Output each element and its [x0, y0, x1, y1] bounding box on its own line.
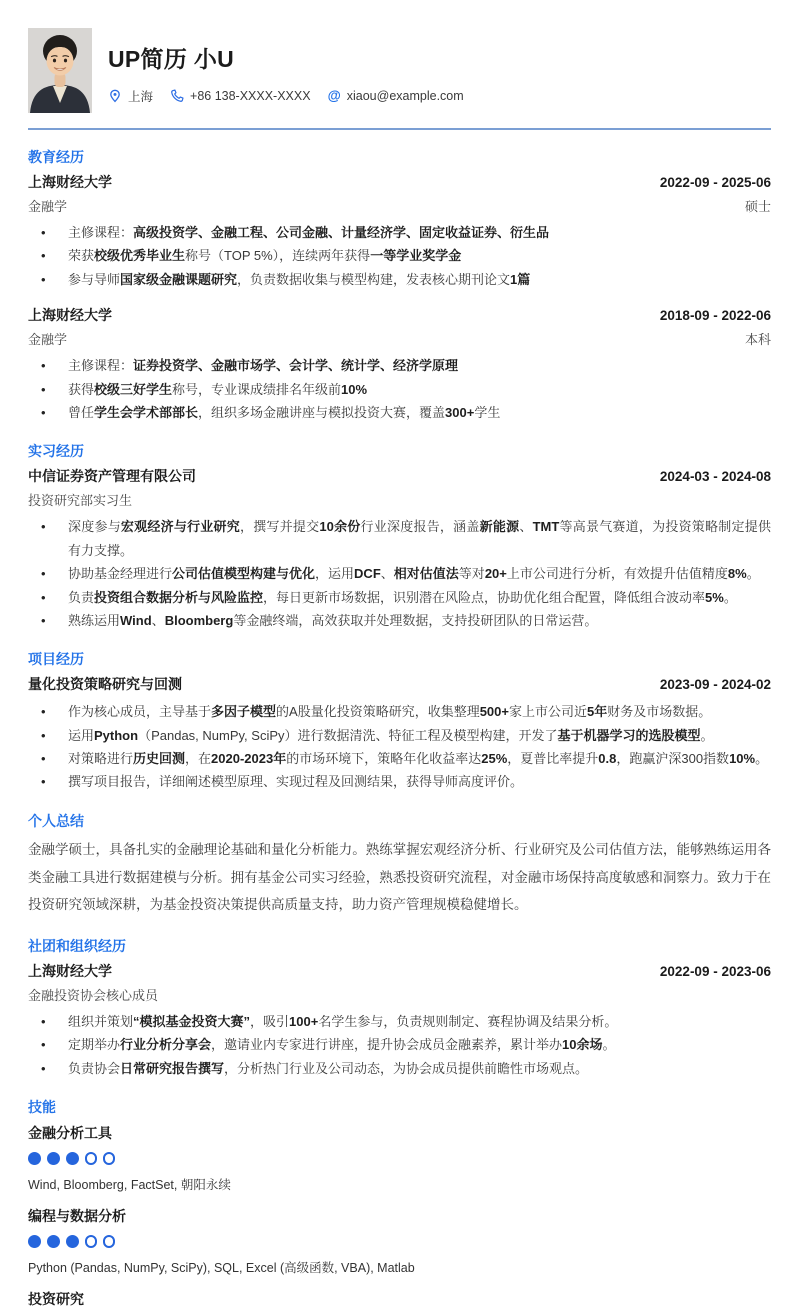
entry-degree: 硕士	[744, 199, 771, 214]
text-run: 国家级金融课题研究	[120, 271, 238, 287]
text-run: 。	[755, 751, 769, 767]
text-run: 1篇	[510, 271, 531, 287]
bullet-item	[28, 770, 771, 793]
skill-dot-filled	[47, 1152, 60, 1165]
header-info	[108, 28, 464, 105]
entry	[28, 172, 771, 291]
bullet-marker: •	[41, 727, 46, 743]
bullet-marker: •	[41, 1013, 46, 1029]
text-run: ，组织多场金融讲座与模拟投资大赛，覆盖	[198, 404, 446, 420]
entry-subtitle-row	[28, 490, 771, 509]
entry-date: 2022-09 - 2025-06	[659, 175, 771, 190]
text-run: Wind	[120, 612, 152, 628]
bullet-item	[28, 724, 771, 747]
text-run: 。	[602, 1037, 616, 1053]
entry-header	[28, 172, 771, 192]
profile-photo-illustration	[28, 28, 92, 113]
text-run: 行业分析分享会	[120, 1037, 212, 1053]
contact-location	[108, 87, 153, 105]
skill-name: 投资研究	[28, 1291, 84, 1308]
header-divider	[28, 128, 771, 130]
contact-email-text: xiaou@example.com	[346, 89, 464, 103]
text-run: Python	[94, 727, 139, 743]
entry-subtitle-row	[28, 196, 771, 215]
entry-subtitle-row	[28, 985, 771, 1004]
bullet-marker: •	[41, 774, 46, 790]
text-run: Bloomberg	[164, 612, 234, 628]
bullet-item	[28, 268, 771, 291]
text-run: 财务及市场数据。	[607, 704, 712, 720]
bullet-list	[28, 354, 771, 424]
entry-header	[28, 674, 771, 694]
skill-dot-empty	[85, 1152, 97, 1165]
contact-row	[108, 87, 464, 105]
bullet-text	[68, 244, 771, 267]
text-run: “模拟基金投资大赛”	[133, 1013, 251, 1029]
bullet-list	[28, 515, 771, 632]
text-run: 称号（TOP 5%），连续两年获得	[185, 248, 371, 264]
bullet-item	[28, 378, 771, 401]
entry-title: 上海财经大学	[28, 174, 112, 190]
text-run: 学生会学术部部长	[94, 404, 199, 420]
entry	[28, 961, 771, 1080]
skill-item	[28, 1206, 771, 1276]
text-run: ，每日更新市场数据，识别潜在风险点，协助优化组合配置，降低组合波动率	[263, 589, 706, 605]
skill-dot-filled	[28, 1152, 41, 1165]
bullet-text	[68, 747, 771, 770]
bullet-item	[28, 586, 771, 609]
text-run: ，夏普比率提升	[507, 751, 599, 767]
section-title: 个人总结	[28, 812, 84, 829]
section-title: 技能	[28, 1099, 56, 1116]
bullet-marker: •	[41, 248, 46, 264]
entry-title: 量化投资策略研究与回测	[28, 676, 182, 693]
text-run: 等金融终端，高效获取并处理数据，支持投研团队的日常运营。	[233, 612, 598, 628]
text-run: 学生	[474, 404, 501, 420]
section-summary	[28, 811, 771, 919]
entry-subtitle-row	[28, 329, 771, 348]
text-run: 0.8	[598, 751, 617, 767]
text-run: 。	[723, 589, 737, 605]
bullet-list	[28, 700, 771, 794]
skill-tools: Wind, Bloomberg, FactSet, 朝阳永续	[28, 1178, 231, 1193]
text-run: 高级投资学、金融工程、公司金融、计量经济学、固定收益证券、衍生品	[133, 225, 550, 240]
text-run: 校级三好学生	[94, 381, 173, 397]
text-run: （Pandas, NumPy, SciPy）进行数据清洗、特征工程及模型构建，开发了	[138, 727, 558, 743]
bullet-marker: •	[41, 566, 46, 582]
entry-title: 上海财经大学	[28, 962, 112, 979]
text-run: 校级优秀毕业生	[94, 248, 186, 264]
contact-location-text: 上海	[128, 90, 154, 104]
text-run: 相对估值法	[393, 566, 459, 582]
bullet-marker: •	[41, 358, 46, 374]
candidate-name: UP简历 小U	[108, 46, 235, 72]
bullet-item	[28, 244, 771, 267]
text-run: 荣获	[68, 248, 95, 264]
text-run: 25%	[481, 751, 508, 767]
section-internship	[28, 441, 771, 632]
bullet-item	[28, 609, 771, 632]
text-run: 公司估值模型构建与优化	[172, 566, 316, 582]
text-run: 上市公司进行分析，有效提升估值精度	[506, 566, 728, 582]
bullet-text	[68, 221, 771, 244]
bullet-marker: •	[41, 751, 46, 767]
bullet-item	[28, 221, 771, 244]
text-run: TMT	[532, 519, 560, 535]
bullet-marker: •	[41, 612, 46, 628]
bullet-text	[68, 1010, 771, 1033]
bullet-marker: •	[41, 225, 46, 240]
text-run: 5%	[705, 589, 724, 605]
text-run: 称号，专业课成绩排名年级前	[172, 381, 342, 397]
entry-date: 2023-09 - 2024-02	[659, 677, 771, 693]
bullet-text	[68, 515, 771, 562]
profile-photo	[28, 28, 92, 113]
bullet-item	[28, 401, 771, 424]
bullet-marker: •	[41, 381, 46, 397]
text-run: 主修课程：	[68, 225, 134, 240]
text-run: 500+	[479, 704, 509, 720]
bullet-text	[68, 609, 771, 632]
section-title: 教育经历	[28, 149, 84, 165]
text-run: 10余场	[562, 1037, 603, 1053]
resume-header	[28, 28, 771, 113]
text-run: 5年	[587, 704, 608, 720]
bullet-item	[28, 700, 771, 723]
text-run: 家上市公司近	[509, 704, 588, 720]
bullet-marker: •	[41, 1060, 46, 1076]
text-run: 历史回测	[133, 751, 186, 767]
text-run: 熟练运用	[68, 612, 121, 628]
text-run: 多因子模型	[211, 704, 277, 720]
text-run: 深度参与	[68, 519, 121, 535]
skill-name: 编程与数据分析	[28, 1208, 126, 1225]
skill-level	[28, 1235, 771, 1248]
text-run: 投资组合数据分析与风险监控	[94, 589, 264, 605]
text-run: 20+	[484, 566, 507, 582]
skill-dot-filled	[66, 1152, 79, 1165]
entry-date: 2022-09 - 2023-06	[659, 963, 771, 979]
bullet-item	[28, 562, 771, 585]
text-run: 作为核心成员，主导基于	[68, 704, 212, 720]
text-run: 协助基金经理进行	[68, 566, 173, 582]
text-run: 一等学业奖学金	[370, 248, 462, 264]
text-run: 负责协会	[68, 1060, 121, 1076]
contact-email	[328, 89, 464, 103]
bullet-text	[68, 268, 771, 291]
text-run: 8%	[727, 566, 747, 582]
entry-role: 金融学	[28, 199, 68, 214]
entry-date: 2018-09 - 2022-06	[659, 308, 771, 324]
bullet-text	[68, 354, 771, 377]
text-run: 。	[700, 727, 714, 743]
skill-dot-filled	[28, 1235, 41, 1248]
bullet-item	[28, 354, 771, 377]
entry-title: 中信证券资产管理有限公司	[28, 468, 196, 485]
text-run: 组织并策划	[68, 1013, 134, 1029]
phone-icon	[170, 89, 184, 103]
text-run: 等高景气赛道，为投资策略制定提供有力支撑。	[68, 519, 771, 558]
skill-dot-filled	[47, 1235, 60, 1248]
bullet-item	[28, 1010, 771, 1033]
entry-title: 上海财经大学	[28, 307, 112, 324]
section-clubs	[28, 936, 771, 1080]
skill-dot-empty	[103, 1152, 115, 1165]
text-run: ，吸引	[250, 1013, 290, 1029]
section-projects	[28, 649, 771, 794]
text-run: 等对	[458, 566, 485, 582]
entry-role: 金融投资协会核心成员	[28, 987, 159, 1003]
bullet-marker: •	[41, 519, 46, 535]
resume-sections	[28, 147, 771, 1309]
bullet-list	[28, 1010, 771, 1080]
contact-phone-text: +86 138-XXXX-XXXX	[190, 89, 311, 103]
section-education	[28, 147, 771, 424]
entry-degree: 本科	[744, 332, 771, 348]
bullet-item	[28, 1057, 771, 1080]
bullet-text	[68, 770, 771, 793]
text-run: ，负责数据收集与模型构建，发表核心期刊论文	[237, 271, 511, 287]
bullet-marker: •	[41, 589, 46, 605]
text-run: 。	[746, 566, 760, 582]
entry	[28, 674, 771, 794]
text-run: 2020-2023年	[211, 751, 287, 767]
bullet-marker: •	[41, 404, 46, 420]
bullet-text	[68, 586, 771, 609]
location-icon	[108, 89, 122, 103]
skill-tools: Python (Pandas, NumPy, SciPy), SQL, Excel (高级函数, VBA), Matlab	[28, 1261, 415, 1276]
entry-header	[28, 961, 771, 981]
bullet-text	[68, 724, 771, 747]
email-icon: @	[327, 88, 341, 104]
skill-name: 金融分析工具	[28, 1125, 112, 1142]
text-run: ，邀请业内专家进行讲座，提升协会成员金融素养，累计举办	[211, 1037, 563, 1053]
skill-item	[28, 1289, 771, 1309]
entry	[28, 305, 771, 424]
text-run: 300+	[445, 404, 475, 420]
text-run: 、	[519, 519, 533, 535]
entry-role: 金融学	[28, 332, 68, 348]
text-run: 定期举办	[68, 1037, 121, 1053]
bullet-text	[68, 562, 771, 585]
skill-dot-empty	[103, 1235, 115, 1248]
text-run: DCF	[354, 566, 381, 582]
text-run: 名学生参与，负责规则制定、赛程协调及结果分析。	[318, 1013, 618, 1029]
text-run: ，在	[185, 751, 212, 767]
text-run: 曾任	[68, 404, 95, 420]
text-run: 的市场环境下，策略年化收益率达	[286, 751, 482, 767]
text-run: ，撰写并提交	[240, 519, 320, 535]
bullet-text	[68, 401, 771, 424]
bullet-marker: •	[41, 704, 46, 720]
text-run: 负责	[68, 589, 95, 605]
text-run: 行业深度报告，涵盖	[360, 519, 480, 535]
entry-header	[28, 305, 771, 325]
text-run: 基于机器学习的选股模型	[557, 727, 701, 743]
text-run: 撰写项目报告，详细阐述模型原理、实现过程及回测结果，获得导师高度评价。	[68, 774, 524, 790]
entry-header	[28, 466, 771, 486]
text-run: 主修课程：	[68, 358, 134, 374]
section-title: 社团和组织经历	[28, 937, 126, 954]
entry	[28, 466, 771, 632]
text-run: 对策略进行	[68, 751, 134, 767]
text-run: 的A股量化投资策略研究，收集整理	[276, 704, 480, 720]
skill-level	[28, 1152, 771, 1165]
section-skills	[28, 1097, 771, 1309]
text-run: ，分析热门行业及公司动态，为协会成员提供前瞻性市场观点。	[224, 1060, 589, 1076]
contact-phone	[170, 89, 311, 103]
bullet-text	[68, 378, 771, 401]
section-title: 项目经历	[28, 651, 84, 668]
skill-dot-empty	[85, 1235, 97, 1248]
text-run: 新能源	[479, 519, 520, 535]
bullet-item	[28, 515, 771, 562]
bullet-text	[68, 700, 771, 723]
skill-dot-filled	[66, 1235, 79, 1248]
text-run: ，运用	[315, 566, 355, 582]
text-run: 10%	[729, 751, 756, 767]
bullet-text	[68, 1057, 771, 1080]
bullet-text	[68, 1033, 771, 1056]
text-run: 10余份	[319, 519, 361, 535]
bullet-item	[28, 747, 771, 770]
bullet-marker: •	[41, 1037, 46, 1053]
summary-text: 金融学硕士，具备扎实的金融理论基础和量化分析能力。熟练掌握宏观经济分析、行业研究及公司估值方法，能够熟练运用各类金融工具进行数据建模与分析。拥有基金公司实习经验，熟悉投资研究流程，对金融市场保持高度敏感和洞察力。致力于在投资研究领域深耕，为基金投资决策提供高质量支持，助力资产管理规模稳健增长。	[28, 841, 771, 913]
section-title: 实习经历	[28, 443, 84, 460]
entry-role: 投资研究部实习生	[28, 493, 133, 509]
text-run: 获得	[68, 381, 95, 397]
text-run: 10%	[341, 381, 368, 397]
text-run: 、	[151, 612, 165, 628]
text-run: 运用	[68, 727, 95, 743]
text-run: ，跑赢沪深300指数	[616, 751, 730, 767]
text-run: 证券投资学、金融市场学、会计学、统计学、经济学原理	[133, 358, 459, 374]
bullet-item	[28, 1033, 771, 1056]
text-run: 、	[380, 566, 394, 582]
text-run: 100+	[289, 1013, 319, 1029]
text-run: 日常研究报告撰写	[120, 1060, 225, 1076]
text-run: 宏观经济与行业研究	[120, 519, 240, 535]
bullet-list	[28, 221, 771, 291]
text-run: 参与导师	[68, 271, 121, 287]
bullet-marker: •	[41, 271, 46, 287]
entry-date: 2024-03 - 2024-08	[659, 469, 771, 485]
skill-item	[28, 1123, 771, 1193]
